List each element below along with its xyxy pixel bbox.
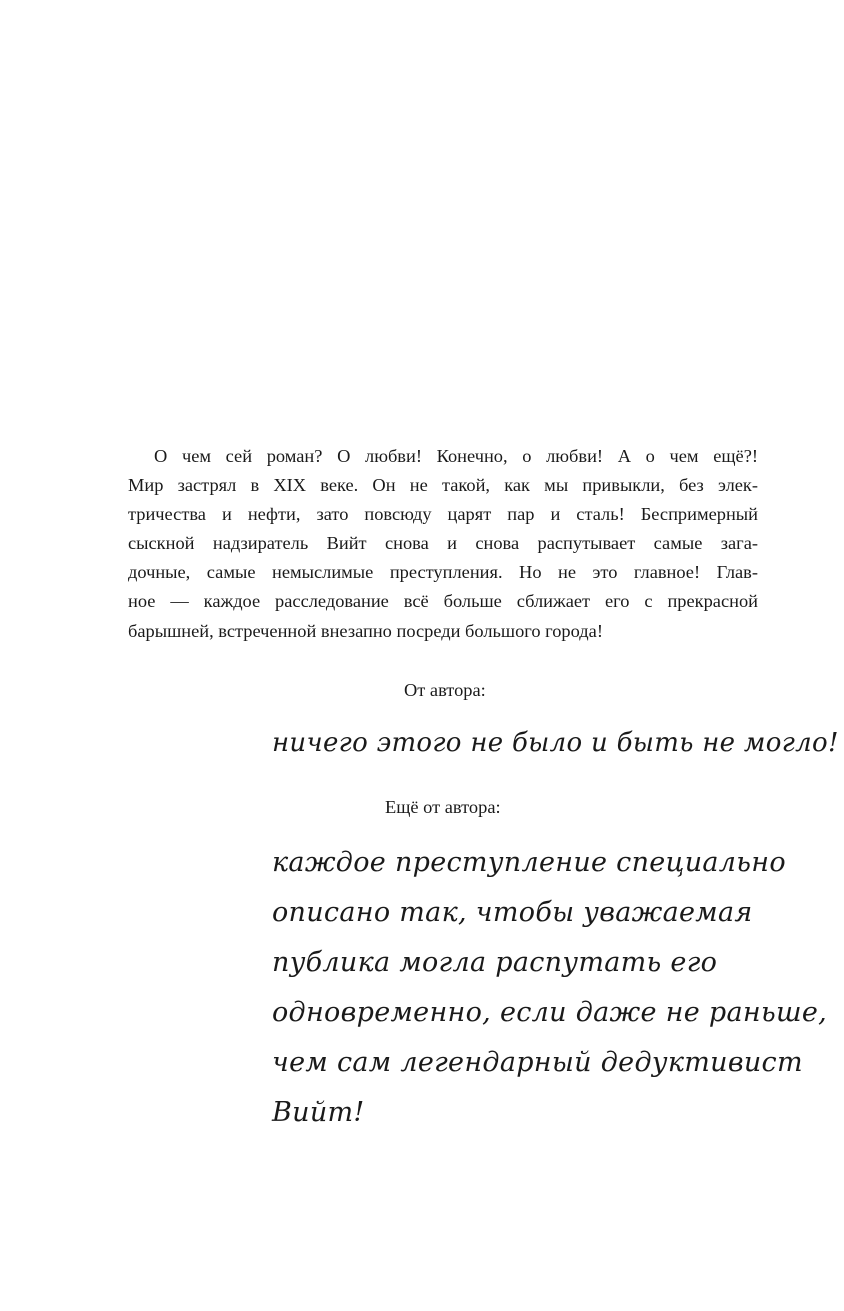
handwritten-second-author-note [272, 838, 827, 1138]
handwritten-line: описано так, чтобы уважаемая [272, 897, 753, 928]
blurb-line: О чем сей роман? О любви! Конечно, о любви! А о чем ещё?! [154, 446, 758, 466]
book-blurb [128, 442, 758, 646]
blurb-line: тричества и нефти, зато повсюду царят пар и сталь! Беспримерный [128, 504, 758, 525]
blurb-line: ное — каждое расследование всё больше сближает его с прекрасной [128, 591, 758, 612]
handwritten-author-note: ничего этого не было и быть не могло! [272, 728, 839, 758]
second-author-note-caption: Ещё от автора: [385, 797, 501, 817]
handwritten-line: публика могла распутать его [272, 947, 718, 978]
blurb-line: Мир застрял в XIX веке. Он не такой, как мы привыкли, без элек- [128, 475, 758, 496]
handwritten-line: Вийт! [272, 1097, 365, 1128]
blurb-line: сыскной надзиратель Вийт снова и снова распутывает самые зага- [128, 533, 758, 554]
handwritten-line: одновременно, если даже не раньше, [272, 997, 828, 1028]
handwritten-line: каждое преступление специально [272, 847, 786, 878]
author-note-caption: От автора: [404, 680, 486, 700]
handwritten-line: чем сам легендарный дедуктивист [272, 1047, 803, 1078]
blurb-line: барышней, встреченной внезапно посреди большого города! [128, 620, 603, 641]
blurb-line: дочные, самые немыслимые преступления. Но не это главное! Глав- [128, 562, 758, 583]
